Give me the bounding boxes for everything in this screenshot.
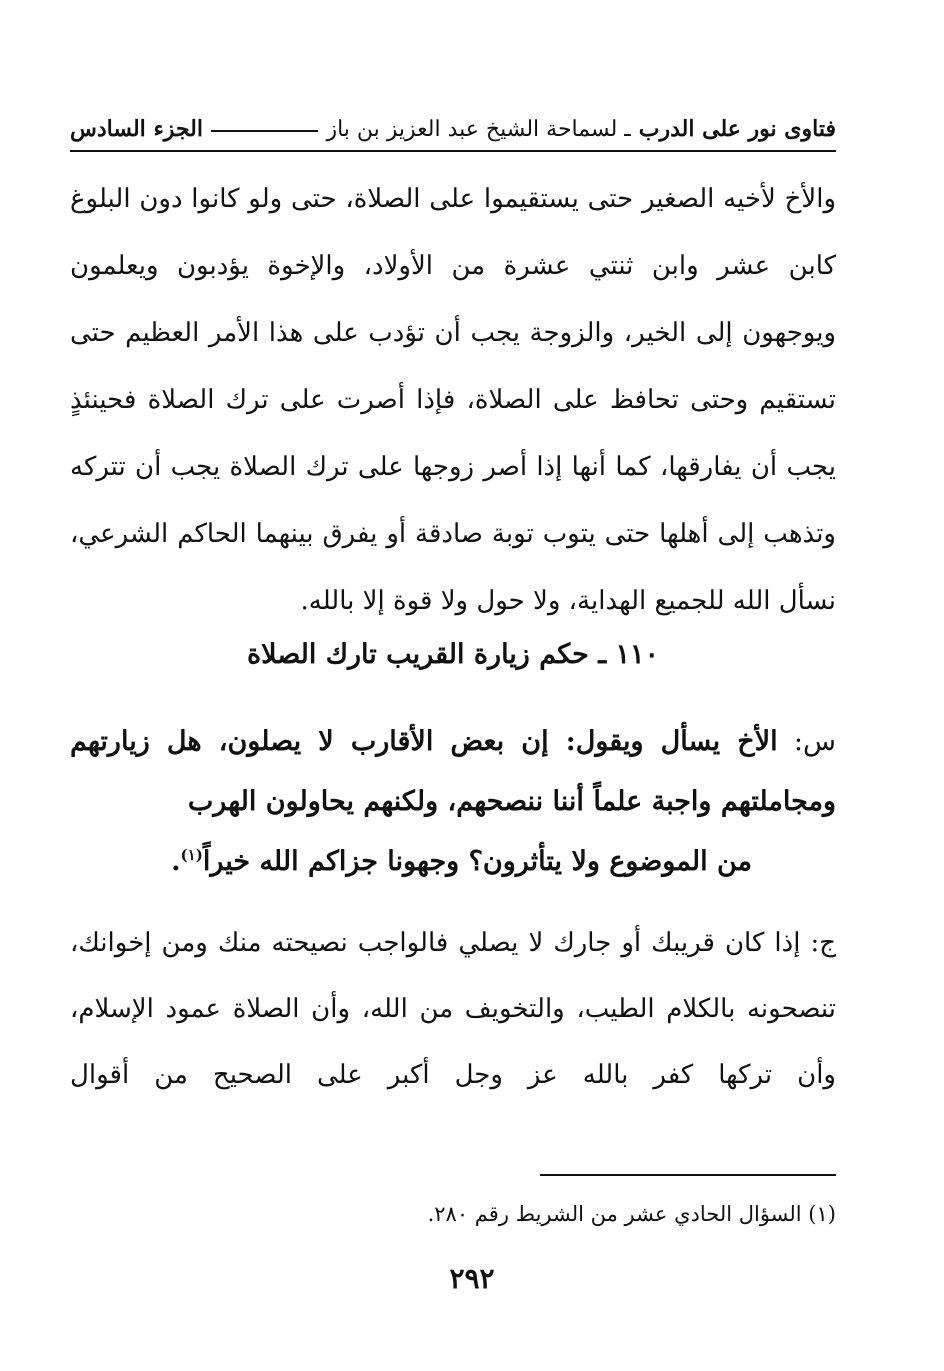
running-header <box>70 112 836 146</box>
question-last-text: من الموضوع ولا يتأثرون؟ وجهونا جزاكم الله خيراً <box>202 846 752 877</box>
question-block <box>70 712 836 892</box>
page-number: ٢٩٢ <box>449 1262 495 1295</box>
header-rule <box>70 150 836 152</box>
footnote: (١) السؤال الحادي عشر من الشريط رقم ٢٨٠. <box>427 1202 836 1226</box>
header-dash <box>211 130 318 132</box>
question-last-line <box>70 832 836 892</box>
question-end: . <box>171 846 181 877</box>
section-heading: ١١٠ ـ حكم زيارة القريب تارك الصلاة <box>246 639 660 670</box>
series-title: فتاوى نور على الدرب <box>638 116 836 142</box>
header-author: ـ لسماحة الشيخ عبد العزيز بن باز <box>326 116 631 142</box>
answer-paragraph: ج: إذا كان قريبك أو جارك لا يصلي فالواجب نصيحته منك ومن إخوانك، تنصحونه بالكلام الطيب، والتخويف من الله، وأن الصلاة عمود الإسلام، وأن تركها كفر بالله عز وجل أكبر على الصحيح من أقوال <box>70 928 836 1090</box>
footnote-reference[interactable]: (١) <box>180 846 203 864</box>
volume-label: الجزء السادس <box>70 116 203 142</box>
paragraph-continuation: والأخ لأخيه الصغير حتى يستقيموا على الصلاة، حتى ولو كانوا دون البلوغ كابن عشر وابن ثنتي عشرة من الأولاد، والإخوة يؤدبون ويعلمون ويوجهون إلى الخير، والزوجة يجب أن تؤدب على هذا الأمر العظيم حتى تستقيم وحتى تحافظ على الصلاة، فإذا أصرت على ترك الصلاة فحينئذٍ يجب أن يفارقها، كما أنها إذا أصر زوجها على ترك الصلاة يجب أن تتركه وتذهب إلى أهلها حتى يتوب توبة صادقة أو يفرق بينهما الحاكم الشرعي، نسأل الله للجميع الهداية، ولا حول ولا قوة إلا بالله. <box>70 184 837 616</box>
footnote-rule <box>540 1174 836 1176</box>
question-prefix: س: <box>777 726 836 757</box>
question-text: الأخ يسأل ويقول: إن بعض الأقارب لا يصلون، هل زيارتهم ومجاملتهم واجبة علماً أننا ننصحهم، ولكنهم يحاولون الهرب <box>70 726 836 817</box>
